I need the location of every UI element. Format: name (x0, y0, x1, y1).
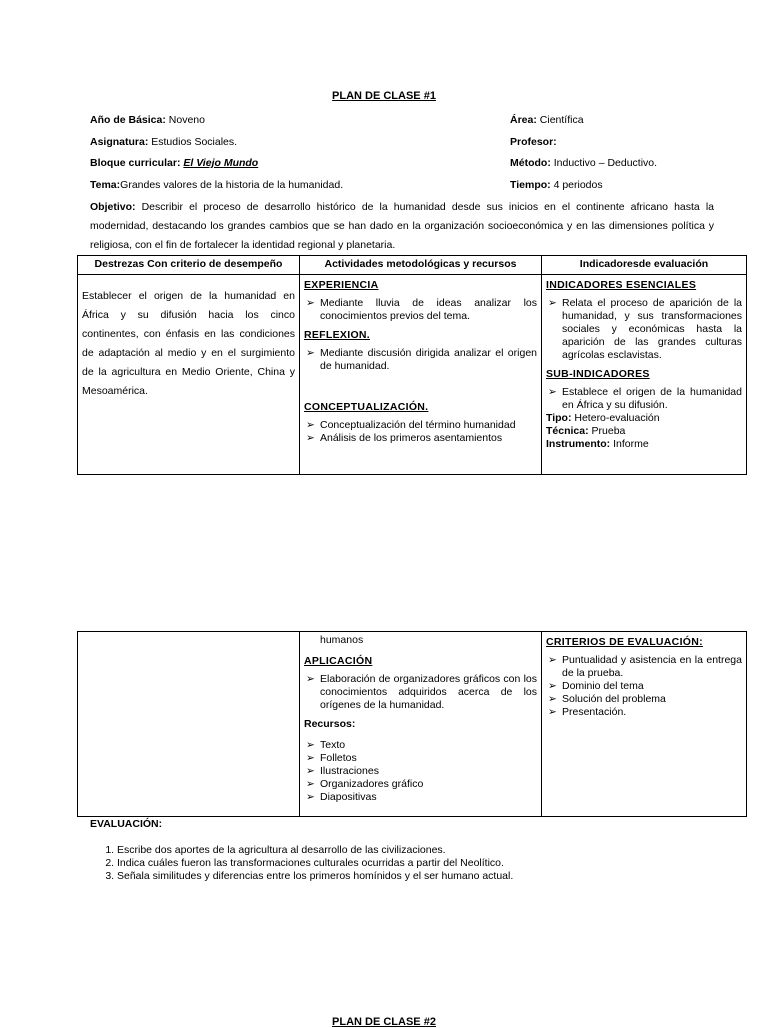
tecnica: Técnica: Prueba (546, 425, 626, 437)
list-item: ➢ Elaboración de organizadores gráficos con los conocimientos adquiridos acerca de los orígenes de la humanidad. (306, 673, 537, 711)
list-item: ➢ Folletos (306, 752, 357, 764)
plan-table-part2 (77, 631, 747, 817)
profesor: Profesor: (510, 136, 557, 148)
list-item: ➢ Establece el origen de la humanidad en África y su difusión. (548, 386, 742, 411)
destreza-cell-cont (78, 632, 300, 817)
recursos-heading: Recursos: (304, 718, 356, 730)
tema: Tema:Grandes valores de la historia de la humanidad. (90, 179, 344, 191)
arrow-bullet-icon: ➢ (548, 386, 557, 398)
plan2-title: PLAN DE CLASE #2 (332, 1016, 436, 1028)
arrow-bullet-icon: ➢ (548, 680, 557, 692)
tiempo: Tiempo: 4 periodos (510, 179, 603, 191)
arrow-bullet-icon: ➢ (306, 347, 315, 359)
destreza-text: Establecer el origen de la humanidad en África y su difusión hacia los cinco continentes, con énfasis en las condiciones de adaptación al medio y en el surgimiento de la agricultura en Medio Oriente, China y Mesoamérica. (82, 290, 295, 397)
actividades-cell-cont (300, 632, 542, 817)
list-item: ➢ Presentación. (548, 706, 627, 718)
list-item: 2. Indica cuáles fueron las transformaciones culturales ocurridas a partir del Neolítico. (117, 857, 677, 870)
plan-table-part1 (77, 255, 747, 475)
criterios-heading: CRITERIOS DE EVALUACIÓN: (546, 636, 703, 648)
evaluacion-list (103, 844, 677, 883)
arrow-bullet-icon: ➢ (548, 654, 557, 666)
anio-basica: Año de Básica: Noveno (90, 114, 205, 126)
header-indicadores: Indicadoresde evaluación (542, 256, 747, 275)
indicadores-cell (542, 275, 747, 475)
bloque-curricular: Bloque curricular: El Viejo Mundo (90, 157, 259, 169)
list-item: 1. Escribe dos aportes de la agricultura al desarrollo de las civilizaciones. (117, 844, 677, 857)
metodo: Método: Inductivo – Deductivo. (510, 157, 658, 169)
arrow-bullet-icon: ➢ (306, 778, 315, 790)
arrow-bullet-icon: ➢ (548, 706, 557, 718)
arrow-bullet-icon: ➢ (306, 739, 315, 751)
list-item: ➢ Análisis de los primeros asentamientos (306, 432, 503, 444)
plan-title: PLAN DE CLASE #1 (332, 90, 436, 102)
arrow-bullet-icon: ➢ (306, 791, 315, 803)
list-item: ➢ Diapositivas (306, 791, 377, 803)
area: Área: Científica (510, 114, 584, 126)
list-item: ➢ Mediante discusión dirigida analizar el origen de humanidad. (306, 347, 537, 372)
destreza-cell (78, 275, 300, 475)
arrow-bullet-icon: ➢ (548, 693, 557, 705)
list-item: ➢ Relata el proceso de aparición de la humanidad, y sus transformaciones sociales y económicas hasta la aparición de las grandes culturas agrícolas esclavistas. (548, 297, 742, 361)
criterios-cell (542, 632, 747, 817)
asignatura: Asignatura: Estudios Sociales. (90, 136, 238, 148)
header-destrezas: Destrezas Con criterio de desempeño (78, 256, 300, 275)
list-item: ➢ Solución del problema (548, 693, 666, 705)
list-item: ➢ Organizadores gráfico (306, 778, 424, 790)
list-item: ➢ Mediante lluvia de ideas analizar los conocimientos previos del tema. (306, 297, 537, 322)
experiencia-heading: EXPERIENCIA (304, 279, 379, 291)
indicadores-esenciales-heading: INDICADORES ESENCIALES (546, 279, 697, 291)
reflexion-heading: REFLEXION. (304, 329, 371, 341)
objetivo: Objetivo: Describir el proceso de desarrollo histórico de la humanidad desde sus inicios en el continente africano hasta la modernidad, destacando los grandes cambios que se han dado en la organización socioeconómica y en las dimensiones política y religiosa, con el fin de fortalecer la identidad regional y planetaria. (90, 201, 714, 251)
evaluacion-heading: EVALUACIÓN: (90, 818, 163, 830)
list-item: ➢ Dominio del tema (548, 680, 644, 692)
arrow-bullet-icon: ➢ (306, 765, 315, 777)
arrow-bullet-icon: ➢ (548, 297, 557, 309)
tipo: Tipo: Hetero-evaluación (546, 412, 660, 424)
sub-indicadores-heading: SUB-INDICADORES (546, 368, 650, 380)
list-item: ➢ Ilustraciones (306, 765, 379, 777)
header-actividades: Actividades metodológicas y recursos (300, 256, 542, 275)
list-item: ➢ Conceptualización del término humanidad (306, 419, 516, 431)
conceptualizacion-heading: CONCEPTUALIZACIÓN. (304, 401, 429, 413)
instrumento: Instrumento: Informe (546, 438, 649, 450)
arrow-bullet-icon: ➢ (306, 297, 315, 309)
arrow-bullet-icon: ➢ (306, 673, 315, 685)
actividades-cell (300, 275, 542, 475)
concept-item-continuation: humanos (320, 634, 364, 646)
list-item: ➢ Texto (306, 739, 346, 751)
list-item: 3. Señala similitudes y diferencias entre los primeros homínidos y el ser humano actual. (117, 870, 677, 883)
aplicacion-heading: APLICACIÓN (304, 655, 373, 667)
arrow-bullet-icon: ➢ (306, 752, 315, 764)
arrow-bullet-icon: ➢ (306, 419, 315, 431)
list-item: ➢ Puntualidad y asistencia en la entrega de la prueba. (548, 654, 742, 679)
arrow-bullet-icon: ➢ (306, 432, 315, 444)
